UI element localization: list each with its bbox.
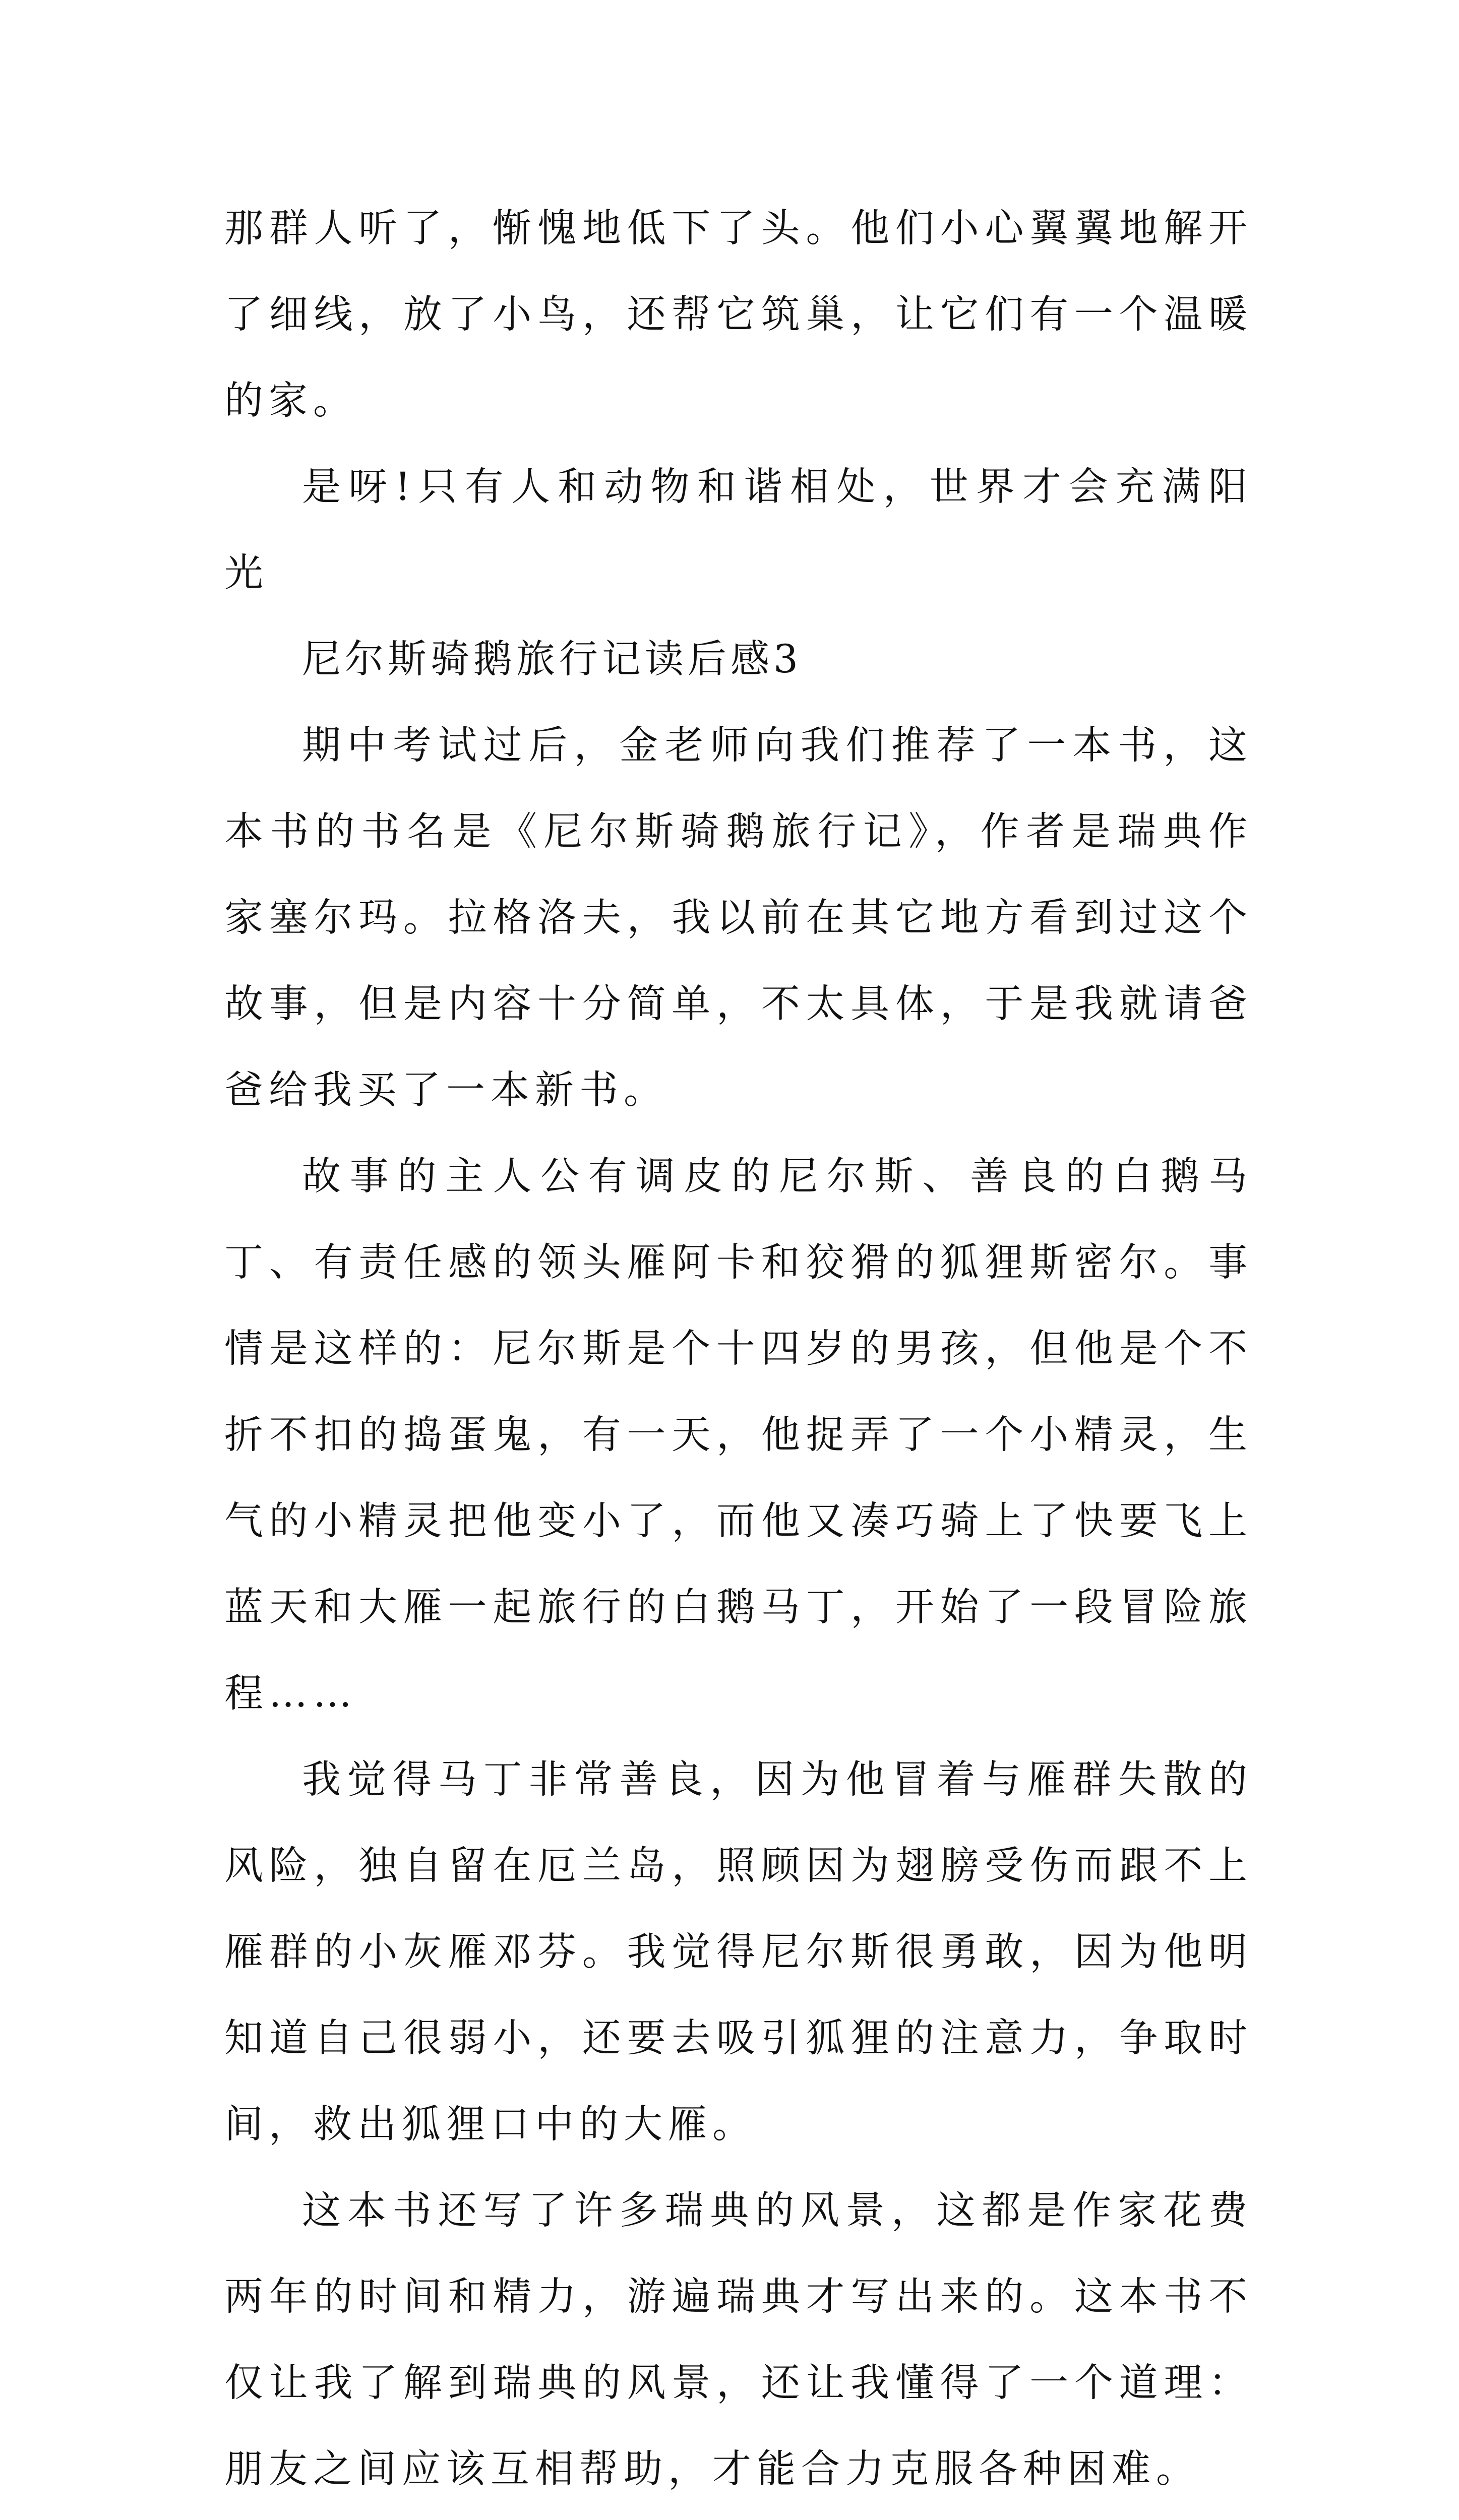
paragraph-story-characters: 故事的主人公有调皮的尼尔斯、善良的白鹅马丁、有责任感的领头雁阿卡和狡猾的狐狸斯密尔。事情是这样的：尼尔斯是个十四岁的男孩，但他是个不折不扣的捣蛋鬼，有一天，他捉弄了一个小精灵，生气的小精灵把他变小了，而他又凑巧骑上了快要飞上蓝天和大雁一起旅行的白鹅马丁，开始了一段冒险旅程…… [224,1154,1253,1716]
section-heading-3: 尼尔斯骑鹅旅行记读后感3 [302,637,802,682]
section-heading-4 [224,2512,1253,2520]
document-body [224,185,1253,2520]
paragraph-sweden-scenery: 这本书还写了许多瑞典的风景，这都是作家花费两年的时间和精力，游遍瑞典才写出来的。这本书不仅让我了解到瑞典的风景，还让我懂得了一个道理：朋友之间应该互相帮助，才能合力克服各种困难。 [224,2188,1253,2492]
paragraph-harmony: 是呀!只有人和动物和谐相处，世界才会充满阳光 [224,465,1253,596]
paragraph-book-recommendation: 期中考试过后，金老师向我们推荐了一本书，这本书的书名是《尼尔斯骑鹅旅行记》，作者是瑞典作家塞尔玛。拉格洛夫，我以前在其它地方看到过这个故事，但是内容十分简单，不太具体，于是我就请爸爸给我买了一本新书。 [224,723,1253,1113]
paragraph-martin-nils: 我觉得马丁非常善良，因为他冒着与雁群失散的风险，独自留在厄兰岛，照顾因为翅膀受伤而跟不上雁群的小灰雁邓芬。我觉得尼尔斯很勇敢，因为他明知道自己很弱小，还要去吸引狐狸的注意力，争取时间，救出狐狸口中的大雁。 [224,1757,1253,2147]
paragraph-ashamed-crowd: 那群人听了，惭愧地低下了头。他们小心翼翼地解开了细线，放了小鸟，还帮它筑巢，让它们有一个温暖的家。 [224,206,1253,423]
